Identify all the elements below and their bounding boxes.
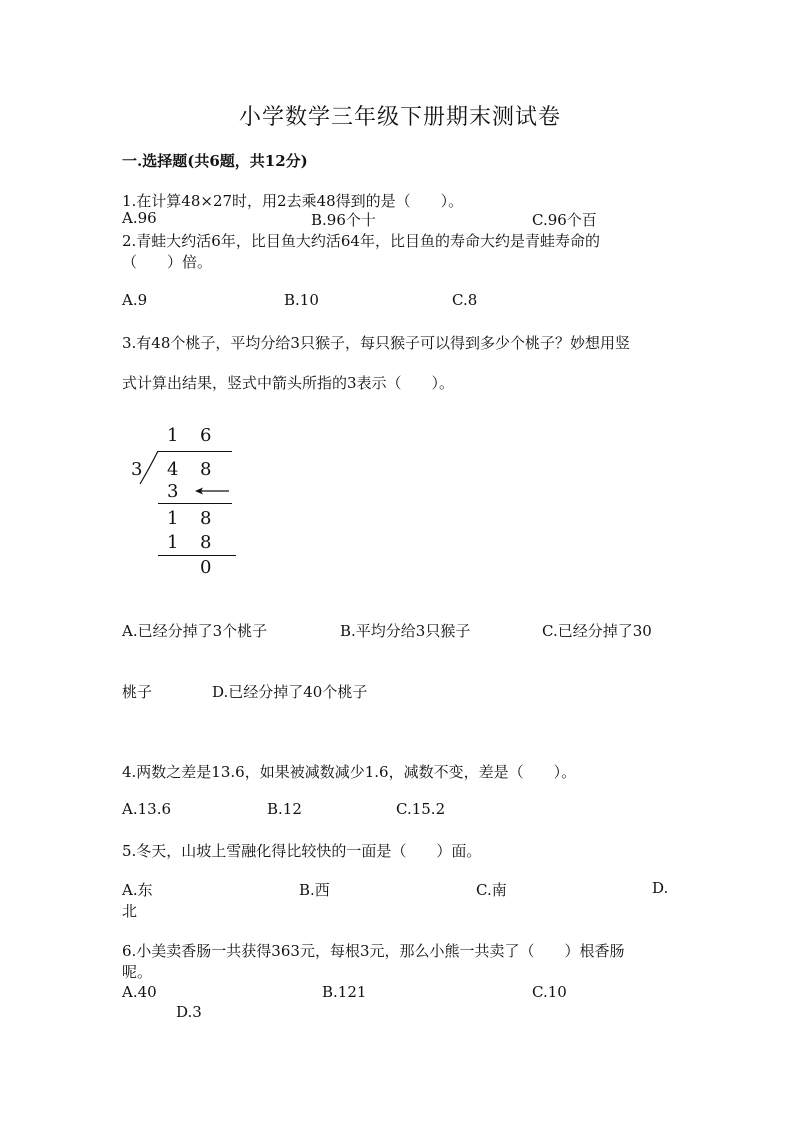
q5-option-c: C.南	[476, 881, 507, 899]
step2-digit-ones: 8	[200, 508, 212, 529]
q2-option-c: C.8	[452, 291, 478, 309]
step3-rule	[158, 555, 236, 556]
q1-stem: 1.在计算48×27时，用2去乘48得到的是（ ）。	[122, 192, 464, 210]
q3-option-c: C.已经分掉了30	[542, 622, 652, 640]
q5-option-a: A.东	[122, 881, 153, 899]
division-bar	[158, 451, 232, 452]
q4-stem: 4.两数之差是13.6，如果被减数减少1.6，减数不变，差是（ ）。	[122, 763, 577, 781]
q4-option-b: B.12	[267, 800, 302, 818]
q1-option-c: C.96个百	[532, 211, 597, 229]
q6-stem-line1: 6.小美卖香肠一共获得363元，每根3元，那么小熊一共卖了（ ）根香肠	[122, 942, 625, 960]
q1-option-b: B.96个十	[311, 211, 376, 229]
q5-option-d-wrap: 北	[122, 902, 138, 920]
q5-option-d: D.	[652, 879, 669, 897]
q4-option-a: A.13.6	[122, 800, 171, 818]
step1-digit: 3	[167, 481, 179, 502]
q3-option-a: A.已经分掉了3个桃子	[122, 622, 268, 640]
quotient-digit-tens: 1	[167, 425, 179, 446]
dividend-digit-ones: 8	[200, 459, 212, 480]
dividend-digit-tens: 4	[167, 459, 179, 480]
q3-option-d: D.已经分掉了40个桃子	[212, 683, 368, 701]
q2-option-a: A.9	[122, 291, 148, 309]
q6-option-a: A.40	[122, 983, 157, 1001]
section-heading: 一.选择题(共6题，共12分)	[122, 152, 308, 170]
division-bracket	[140, 451, 160, 485]
q6-stem-line2: 呢。	[122, 963, 153, 981]
q6-option-b: B.121	[322, 983, 367, 1001]
q6-option-d: D.3	[176, 1003, 202, 1021]
q2-stem-line1: 2.青蛙大约活6年，比目鱼大约活64年，比目鱼的寿命大约是青蛙寿命的	[122, 232, 600, 250]
q1-option-a: A.96	[122, 209, 157, 227]
page-title: 小学数学三年级下册期末测试卷	[238, 105, 561, 130]
q6-option-c: C.10	[532, 983, 567, 1001]
step3-digit-tens: 1	[167, 532, 179, 553]
step3-digit-ones: 8	[200, 532, 212, 553]
q3-stem-line2: 式计算出结果，竖式中箭头所指的3表示（ ）。	[122, 374, 455, 392]
q2-option-b: B.10	[284, 291, 319, 309]
remainder: 0	[200, 557, 212, 578]
q3-option-c-wrap: 桃子	[122, 683, 153, 701]
q3-stem-line1: 3.有48个桃子，平均分给3只猴子，每只猴子可以得到多少个桃子？妙想用竖	[122, 334, 630, 352]
q4-option-c: C.15.2	[396, 800, 446, 818]
q3-option-b: B.平均分给3只猴子	[340, 622, 471, 640]
q5-option-b: B.西	[299, 881, 330, 899]
quotient-digit-ones: 6	[200, 425, 212, 446]
q5-stem: 5.冬天，山坡上雪融化得比较快的一面是（ ）面。	[122, 842, 482, 860]
step1-rule	[158, 503, 232, 504]
step2-digit-tens: 1	[167, 508, 179, 529]
arrow-left-icon	[195, 486, 231, 496]
q2-stem-line2: （ ）倍。	[122, 253, 213, 271]
divisor: 3	[131, 459, 143, 480]
